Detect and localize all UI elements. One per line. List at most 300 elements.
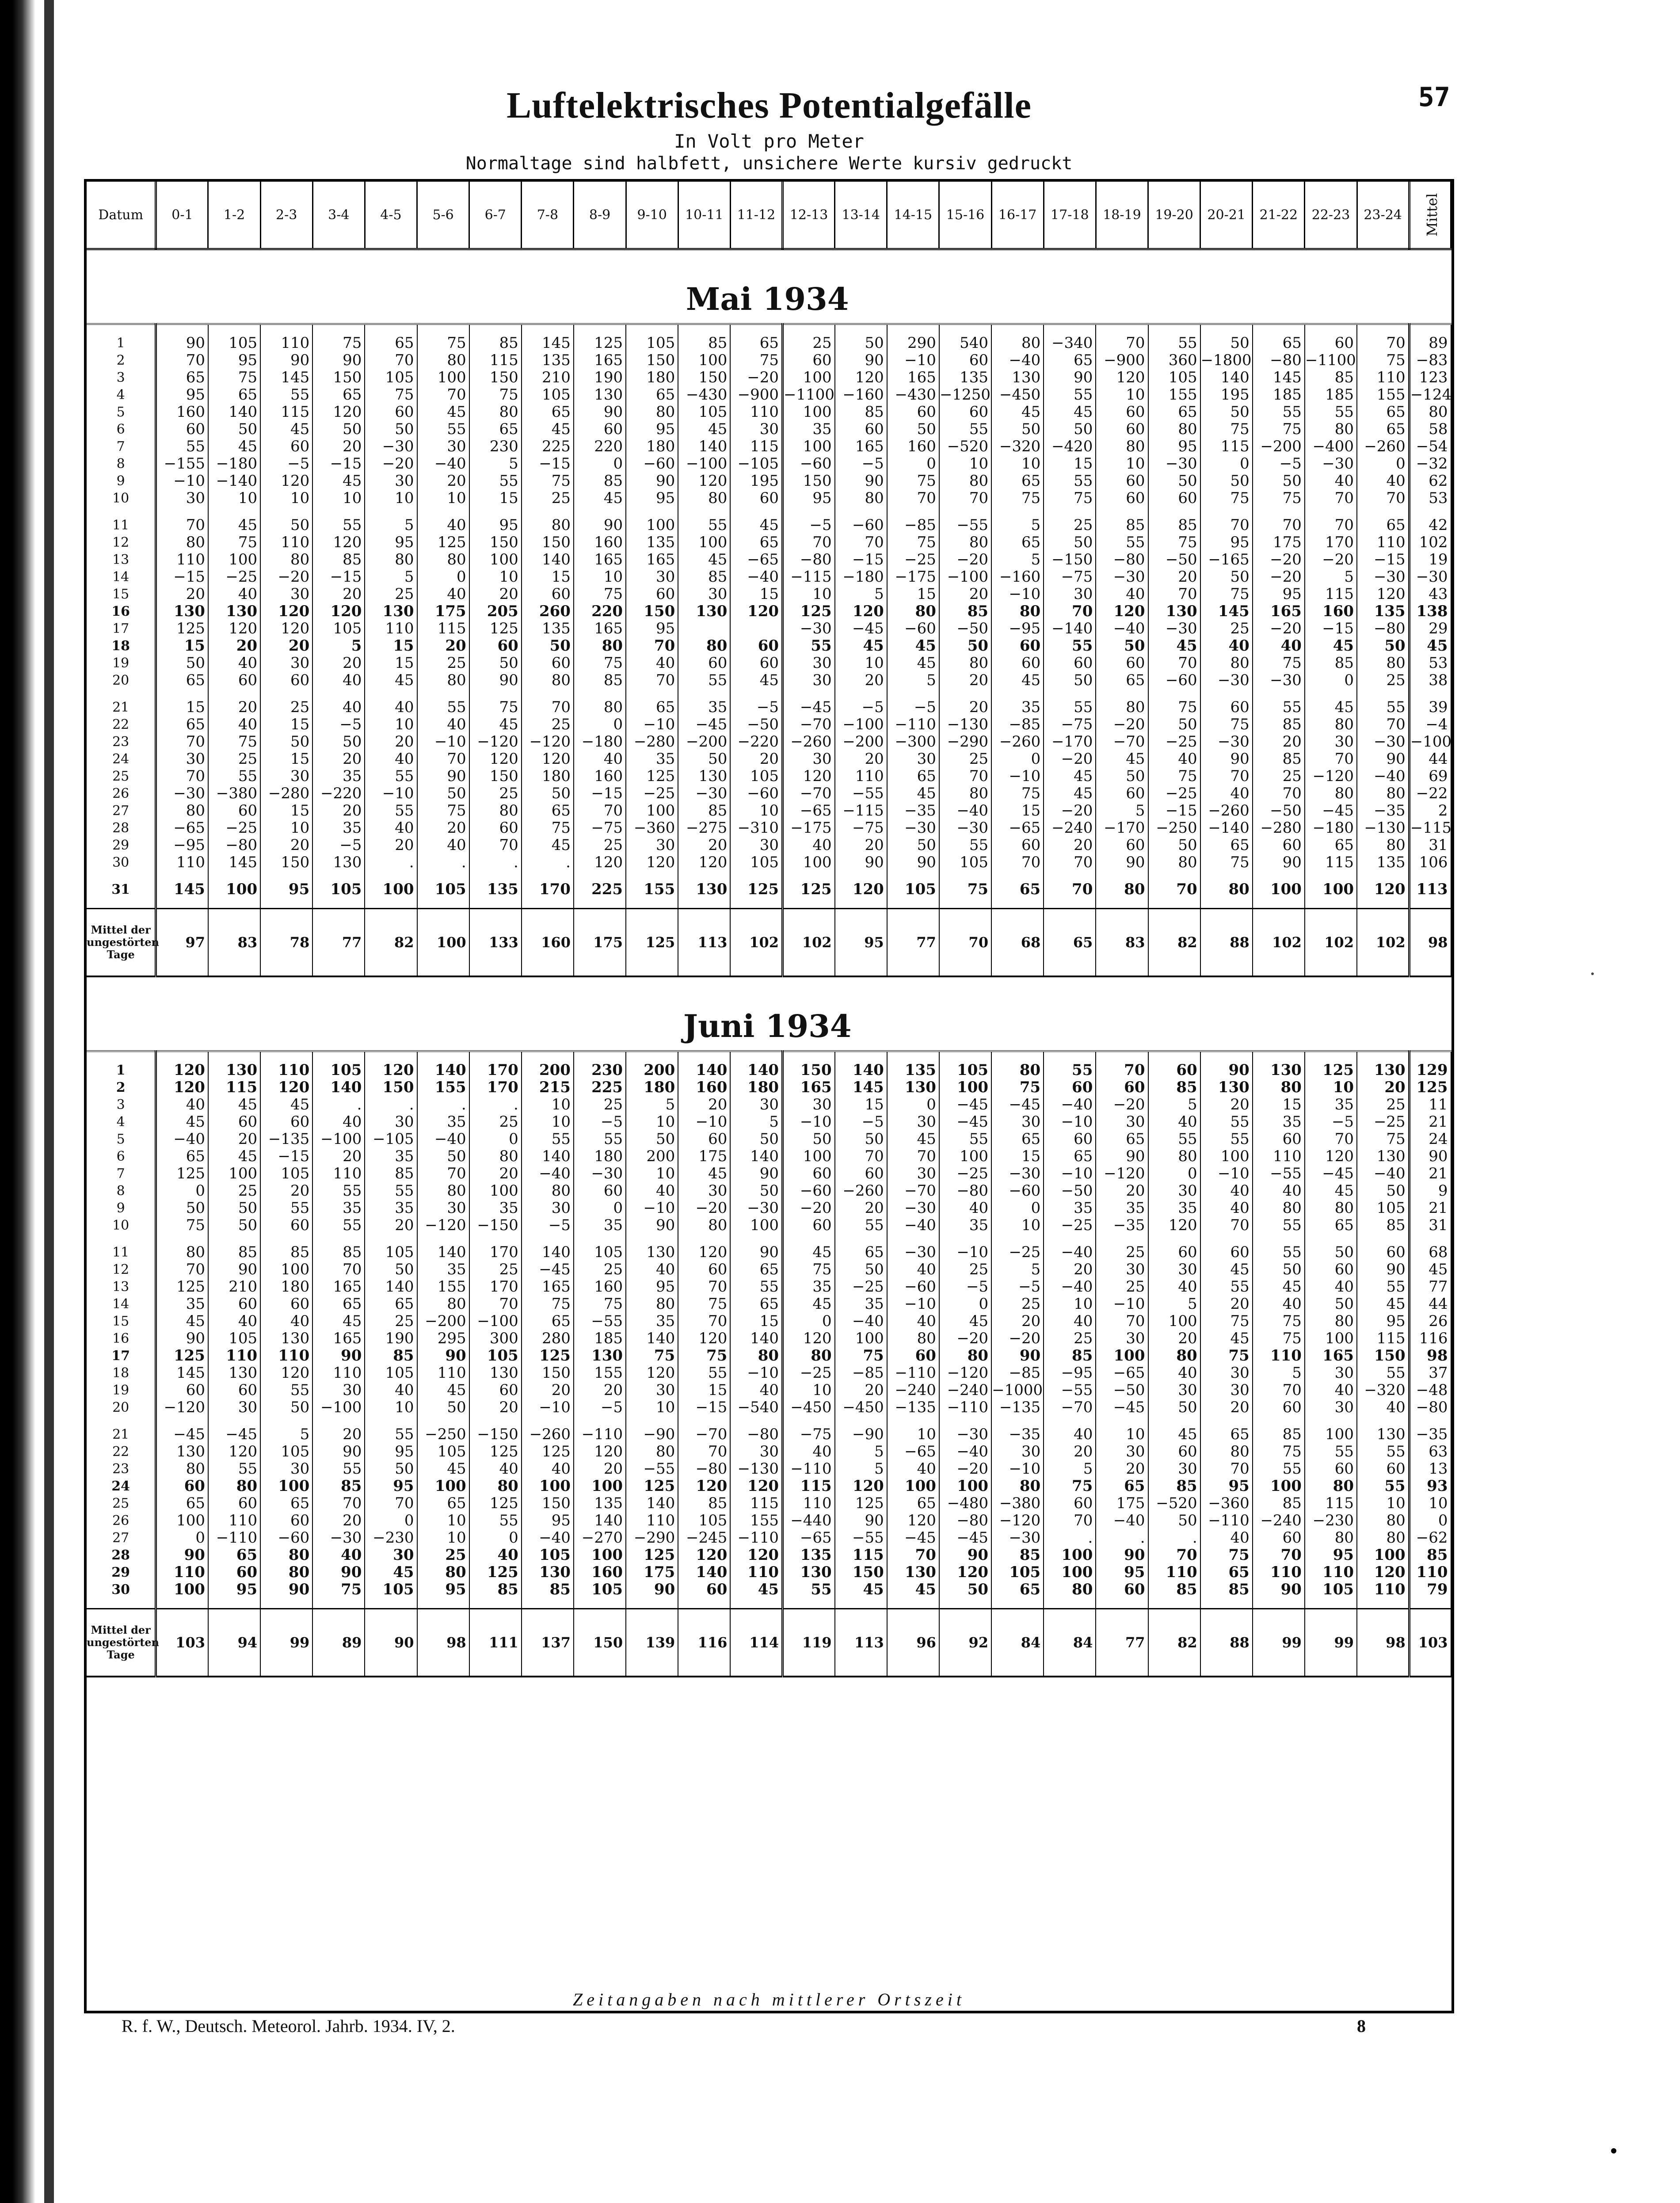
hourly-value-cell: 25 (574, 837, 626, 854)
hourly-value-cell: 80 (1305, 1200, 1357, 1217)
hourly-value-cell: −100 (835, 716, 887, 733)
hourly-value-cell: 80 (365, 551, 417, 568)
hourly-value-cell: −30 (574, 1165, 626, 1182)
hourly-value-cell: −260 (835, 1182, 887, 1200)
hourly-value-cell: 80 (417, 551, 469, 568)
column-header-hour: 11-12 (730, 182, 782, 249)
hourly-value-cell: 70 (156, 1261, 208, 1278)
hourly-value-cell: −5 (574, 1113, 626, 1131)
hourly-value-cell: 40 (1148, 1278, 1200, 1296)
hourly-value-cell: 90 (574, 517, 626, 534)
hourly-value-cell: 5 (1148, 1096, 1200, 1113)
column-header-hour: 3-4 (312, 182, 365, 249)
hourly-value-cell: 100 (939, 1079, 991, 1096)
hourly-value-cell: 75 (469, 386, 522, 404)
hourly-value-cell: −170 (1044, 733, 1096, 751)
hourly-value-cell: 50 (260, 517, 312, 534)
hourly-value-cell: 75 (887, 534, 939, 551)
hourly-value-cell: 90 (1253, 1581, 1305, 1598)
hourly-value-cell: 55 (365, 768, 417, 785)
hourly-value-cell: 25 (574, 1261, 626, 1278)
hourly-value-cell: 55 (260, 1382, 312, 1399)
hourly-value-cell: 55 (156, 438, 208, 455)
hourly-value-cell: 100 (1357, 1547, 1409, 1564)
hourly-value-cell: −30 (365, 438, 417, 455)
hourly-mean-cell: 111 (469, 1609, 522, 1677)
hourly-value-cell: 40 (1200, 1200, 1253, 1217)
hourly-value-cell: 75 (1148, 768, 1200, 785)
hourly-mean-cell: 92 (939, 1609, 991, 1677)
hourly-value-cell: −55 (574, 1313, 626, 1330)
daily-mean-cell: −48 (1409, 1382, 1451, 1399)
hourly-mean-cell: 99 (1253, 1609, 1305, 1677)
hourly-value-cell: 45 (469, 716, 522, 733)
hourly-value-cell: 45 (678, 421, 730, 438)
hourly-value-cell: 60 (1305, 1261, 1357, 1278)
hourly-value-cell: 230 (574, 1062, 626, 1079)
hourly-value-cell: 145 (156, 1364, 208, 1382)
hourly-value-cell: 150 (469, 768, 522, 785)
hourly-value-cell: 35 (312, 819, 365, 837)
hourly-value-cell: 70 (939, 768, 991, 785)
hourly-value-cell: 75 (522, 819, 574, 837)
hourly-value-cell: −25 (835, 1278, 887, 1296)
hourly-value-cell: 55 (312, 517, 365, 534)
day-cell: 24 (87, 751, 156, 768)
hourly-value-cell: 120 (835, 881, 887, 898)
hourly-value-cell: 10 (417, 490, 469, 507)
hourly-value-cell: 100 (1096, 1347, 1148, 1364)
hourly-value-cell: 60 (1200, 699, 1253, 716)
hourly-value-cell: 5 (365, 517, 417, 534)
hourly-value-cell: 165 (1305, 1347, 1357, 1364)
daily-mean-cell: 21 (1409, 1200, 1451, 1217)
hourly-value-cell: 85 (1200, 1581, 1253, 1598)
hourly-value-cell: 165 (783, 1079, 835, 1096)
hourly-value-cell: 60 (1148, 1244, 1200, 1261)
hourly-value-cell: 150 (835, 1564, 887, 1581)
hourly-value-cell: −320 (991, 438, 1044, 455)
hourly-value-cell: 70 (1253, 1547, 1305, 1564)
hourly-value-cell: 15 (156, 699, 208, 716)
hourly-value-cell: −200 (417, 1313, 469, 1330)
hourly-value-cell: −165 (1200, 551, 1253, 568)
data-table-frame (84, 179, 1454, 2013)
hourly-value-cell: 100 (574, 1547, 626, 1564)
hourly-value-cell: 150 (365, 1079, 417, 1096)
hourly-value-cell: 50 (1200, 568, 1253, 586)
hourly-mean-cell: 83 (208, 909, 260, 977)
hourly-value-cell: 140 (522, 1148, 574, 1165)
hourly-mean-cell: 160 (522, 909, 574, 977)
day-cell: 4 (87, 386, 156, 404)
hourly-value-cell: 15 (991, 802, 1044, 819)
hourly-value-cell: 70 (574, 802, 626, 819)
hourly-value-cell: 115 (417, 620, 469, 637)
hourly-value-cell: 45 (783, 1244, 835, 1261)
hourly-value-cell: −120 (939, 1364, 991, 1382)
day-cell: 15 (87, 1313, 156, 1330)
hourly-value-cell: 180 (626, 1079, 678, 1096)
day-cell: 6 (87, 421, 156, 438)
hourly-value-cell: −40 (939, 802, 991, 819)
hourly-value-cell: 45 (730, 517, 782, 534)
hourly-value-cell: 115 (1305, 586, 1357, 603)
hourly-value-cell: 75 (626, 1347, 678, 1364)
hourly-value-cell: 55 (469, 1512, 522, 1529)
day-cell: 18 (87, 1364, 156, 1382)
hourly-value-cell: 60 (678, 655, 730, 672)
hourly-value-cell: 60 (156, 421, 208, 438)
hourly-value-cell: 90 (1044, 369, 1096, 386)
hourly-value-cell: 100 (260, 1478, 312, 1495)
table-row (87, 1347, 1451, 1364)
hourly-value-cell: 15 (991, 1148, 1044, 1165)
daily-mean-cell: −35 (1409, 1426, 1451, 1443)
hourly-value-cell: 40 (469, 1460, 522, 1478)
hourly-value-cell: 20 (312, 802, 365, 819)
hourly-value-cell: 105 (365, 1364, 417, 1382)
hourly-value-cell: 70 (156, 733, 208, 751)
hourly-value-cell: −50 (939, 620, 991, 637)
hourly-value-cell: 130 (1148, 603, 1200, 620)
hourly-value-cell: 85 (1253, 1426, 1305, 1443)
hourly-value-cell: 90 (835, 473, 887, 490)
hourly-value-cell: 80 (730, 1347, 782, 1364)
hourly-value-cell: −380 (208, 785, 260, 802)
hourly-value-cell: 130 (1357, 1062, 1409, 1079)
hourly-value-cell: 90 (1357, 751, 1409, 768)
hourly-value-cell: 110 (208, 1347, 260, 1364)
hourly-value-cell: 90 (1096, 1148, 1148, 1165)
hourly-value-cell: 100 (626, 802, 678, 819)
hourly-value-cell: 110 (260, 1347, 312, 1364)
hourly-value-cell: 80 (887, 603, 939, 620)
hourly-value-cell: 140 (730, 1330, 782, 1347)
hourly-value-cell: 60 (991, 637, 1044, 655)
hourly-value-cell: 70 (887, 490, 939, 507)
hourly-value-cell: −70 (783, 785, 835, 802)
daily-mean-cell: 68 (1409, 1244, 1451, 1261)
hourly-value-cell: −20 (1253, 551, 1305, 568)
hourly-value-cell: 135 (522, 620, 574, 637)
hourly-value-cell: 20 (469, 1165, 522, 1182)
hourly-value-cell: −10 (522, 1399, 574, 1416)
hourly-value-cell: 105 (887, 881, 939, 898)
hourly-value-cell: 100 (887, 1478, 939, 1495)
hourly-value-cell: 125 (626, 768, 678, 785)
hourly-value-cell: 85 (1096, 517, 1148, 534)
hourly-value-cell: −30 (1305, 455, 1357, 473)
hourly-value-cell: −75 (574, 819, 626, 837)
hourly-value-cell: 60 (991, 837, 1044, 854)
hourly-value-cell: 5 (312, 637, 365, 655)
hourly-mean-cell: 137 (522, 1609, 574, 1677)
day-cell: 23 (87, 733, 156, 751)
hourly-value-cell: 70 (1357, 335, 1409, 352)
daily-mean-cell: 21 (1409, 1113, 1451, 1131)
hourly-value-cell: 50 (312, 421, 365, 438)
hourly-value-cell: 175 (1096, 1495, 1148, 1512)
hourly-value-cell: −20 (1096, 716, 1148, 733)
hourly-value-cell: 0 (1200, 455, 1253, 473)
daily-mean-cell: 24 (1409, 1131, 1451, 1148)
hourly-value-cell: 50 (312, 733, 365, 751)
hourly-value-cell: 90 (1096, 1547, 1148, 1564)
daily-mean-cell: 21 (1409, 1165, 1451, 1182)
hourly-value-cell: −140 (1044, 620, 1096, 637)
hourly-value-cell: −120 (991, 1512, 1044, 1529)
hourly-value-cell: 130 (678, 881, 730, 898)
hourly-value-cell: 125 (626, 1547, 678, 1564)
hourly-value-cell: 30 (730, 1443, 782, 1460)
hourly-value-cell: 80 (1096, 438, 1148, 455)
hourly-value-cell: 75 (835, 1347, 887, 1364)
daily-mean-cell: 129 (1409, 1062, 1451, 1079)
hourly-value-cell: 45 (1148, 1426, 1200, 1443)
hourly-value-cell: 45 (678, 551, 730, 568)
hourly-value-cell: 55 (783, 1581, 835, 1598)
daily-mean-cell: −22 (1409, 785, 1451, 802)
hourly-value-cell: 55 (417, 699, 469, 716)
hourly-value-cell: 200 (626, 1062, 678, 1079)
hourly-value-cell: 85 (678, 335, 730, 352)
hourly-value-cell: 30 (1096, 1113, 1148, 1131)
day-cell: 22 (87, 1443, 156, 1460)
hourly-value-cell: 70 (1305, 1131, 1357, 1148)
table-row (87, 1399, 1451, 1416)
hourly-value-cell: 55 (1305, 1443, 1357, 1460)
hourly-value-cell: −80 (1253, 352, 1305, 369)
hourly-value-cell: 10 (783, 586, 835, 603)
table-row (87, 1529, 1451, 1547)
hourly-value-cell: 40 (1148, 1113, 1200, 1131)
hourly-value-cell: 60 (156, 1478, 208, 1495)
hourly-value-cell: 75 (1253, 655, 1305, 672)
table-row (87, 369, 1451, 386)
hourly-value-cell: 30 (783, 751, 835, 768)
day-cell: 18 (87, 637, 156, 655)
hourly-value-cell: 75 (991, 1079, 1044, 1096)
hourly-value-cell: −45 (991, 1096, 1044, 1113)
hourly-value-cell: 70 (626, 672, 678, 689)
hourly-value-cell: 40 (1148, 751, 1200, 768)
hourly-value-cell: 130 (991, 369, 1044, 386)
hourly-value-cell: 25 (783, 335, 835, 352)
hourly-value-cell: −300 (887, 733, 939, 751)
hourly-value-cell: −170 (1096, 819, 1148, 837)
hourly-mean-cell: 82 (1148, 1609, 1200, 1677)
hourly-value-cell: 75 (208, 534, 260, 551)
column-header-hour: 7-8 (522, 182, 574, 249)
hourly-value-cell: 180 (522, 768, 574, 785)
hourly-value-cell: 215 (522, 1079, 574, 1096)
hourly-value-cell: −270 (574, 1529, 626, 1547)
hourly-value-cell: 105 (312, 881, 365, 898)
hourly-value-cell: 45 (522, 421, 574, 438)
column-header-hour: 1-2 (208, 182, 260, 249)
hourly-value-cell: −95 (1044, 1364, 1096, 1382)
hourly-value-cell: −360 (626, 819, 678, 837)
hourly-value-cell: 125 (522, 1347, 574, 1364)
hourly-value-cell: 90 (835, 1512, 887, 1529)
hourly-value-cell: −110 (208, 1529, 260, 1547)
hourly-value-cell: 55 (574, 1131, 626, 1148)
hourly-mean-cell: 119 (783, 1609, 835, 1677)
hourly-value-cell: 115 (260, 404, 312, 421)
hourly-value-cell: −40 (1096, 620, 1148, 637)
hourly-value-cell: −150 (1044, 551, 1096, 568)
hourly-value-cell: −120 (156, 1399, 208, 1416)
hourly-value-cell: −30 (1148, 455, 1200, 473)
hourly-value-cell: 45 (260, 421, 312, 438)
hourly-value-cell: 30 (678, 1182, 730, 1200)
day-cell: 21 (87, 1426, 156, 1443)
hourly-value-cell: 60 (522, 586, 574, 603)
hourly-value-cell: −10 (1096, 1296, 1148, 1313)
hourly-value-cell: 55 (469, 473, 522, 490)
hourly-value-cell: −70 (1096, 733, 1148, 751)
hourly-value-cell: −105 (365, 1131, 417, 1148)
hourly-value-cell: 40 (312, 1547, 365, 1564)
hourly-value-cell: 115 (1305, 1495, 1357, 1512)
hourly-value-cell: 65 (887, 768, 939, 785)
hourly-value-cell: 70 (1044, 1512, 1096, 1529)
hourly-value-cell: 80 (1357, 785, 1409, 802)
row-spacer (87, 898, 1451, 909)
hourly-value-cell: −160 (835, 386, 887, 404)
daily-mean-cell: 110 (1409, 1564, 1451, 1581)
hourly-value-cell: 60 (1253, 837, 1305, 854)
hourly-value-cell: 50 (417, 785, 469, 802)
hourly-value-cell: −50 (1253, 802, 1305, 819)
hourly-value-cell: 40 (626, 655, 678, 672)
hourly-value-cell: 120 (835, 369, 887, 386)
hourly-value-cell: 150 (260, 854, 312, 871)
hourly-value-cell: −380 (991, 1495, 1044, 1512)
hourly-value-cell: −30 (1096, 568, 1148, 586)
hourly-value-cell: −40 (522, 1165, 574, 1182)
hourly-value-cell: 210 (208, 1278, 260, 1296)
hourly-value-cell: 50 (991, 421, 1044, 438)
table-row (87, 386, 1451, 404)
day-cell: 12 (87, 534, 156, 551)
hourly-value-cell: −120 (522, 733, 574, 751)
hourly-value-cell: 45 (887, 785, 939, 802)
mittel-row (87, 1609, 1451, 1677)
hourly-value-cell: −85 (835, 1364, 887, 1382)
hourly-value-cell: −10 (730, 1364, 782, 1382)
table-row (87, 586, 1451, 603)
hourly-value-cell: 155 (417, 1079, 469, 1096)
hourly-value-cell: 120 (156, 1079, 208, 1096)
hourly-value-cell: 100 (783, 438, 835, 455)
day-cell: 8 (87, 455, 156, 473)
hourly-value-cell: −520 (1148, 1495, 1200, 1512)
hourly-value-cell: 25 (469, 1261, 522, 1278)
hourly-value-cell: 15 (260, 716, 312, 733)
hourly-value-cell: 40 (312, 1113, 365, 1131)
hourly-value-cell: 20 (260, 1182, 312, 1200)
hourly-value-cell: −280 (626, 733, 678, 751)
hourly-value-cell: 165 (835, 438, 887, 455)
hourly-value-cell: 55 (1357, 699, 1409, 716)
hourly-value-cell: 125 (574, 335, 626, 352)
hourly-value-cell: 30 (1096, 1261, 1148, 1278)
hourly-value-cell: 40 (1200, 1529, 1253, 1547)
hourly-value-cell: 145 (1200, 603, 1253, 620)
hourly-value-cell: 0 (991, 751, 1044, 768)
day-cell: 30 (87, 854, 156, 871)
hourly-value-cell: 60 (1096, 837, 1148, 854)
table-row (87, 620, 1451, 637)
hourly-value-cell: 65 (1200, 1564, 1253, 1581)
table-row (87, 1547, 1451, 1564)
hourly-value-cell: 35 (156, 1296, 208, 1313)
hourly-value-cell: 105 (208, 1330, 260, 1347)
hourly-value-cell: 40 (783, 837, 835, 854)
hourly-value-cell: 50 (887, 421, 939, 438)
hourly-value-cell: 25 (939, 751, 991, 768)
day-cell: 7 (87, 1165, 156, 1182)
hourly-value-cell: 120 (678, 1478, 730, 1495)
hourly-value-cell: 50 (1044, 421, 1096, 438)
hourly-value-cell: −250 (1148, 819, 1200, 837)
hourly-value-cell: −45 (783, 699, 835, 716)
hourly-value-cell: −230 (1305, 1512, 1357, 1529)
hourly-mean-cell: 97 (156, 909, 208, 977)
daily-mean-cell: 13 (1409, 1460, 1451, 1478)
hourly-value-cell: 65 (626, 699, 678, 716)
hourly-value-cell: −10 (887, 352, 939, 369)
hourly-value-cell: −65 (1096, 1364, 1148, 1382)
hourly-value-cell: 95 (208, 1581, 260, 1598)
hourly-value-cell: 65 (1096, 672, 1148, 689)
hourly-value-cell: 60 (574, 421, 626, 438)
hourly-value-cell: 45 (730, 1581, 782, 1598)
hourly-value-cell: 45 (887, 637, 939, 655)
table-row (87, 1148, 1451, 1165)
hourly-value-cell: −80 (783, 551, 835, 568)
hourly-value-cell: 110 (1148, 1564, 1200, 1581)
hourly-value-cell: 50 (260, 733, 312, 751)
hourly-value-cell: 55 (1044, 473, 1096, 490)
hourly-value-cell: 50 (1357, 1182, 1409, 1200)
hourly-value-cell: 60 (678, 1581, 730, 1598)
daily-mean-cell: 123 (1409, 369, 1451, 386)
hourly-value-cell: 65 (156, 716, 208, 733)
daily-mean-cell: 125 (1409, 1079, 1451, 1096)
hourly-value-cell: −5 (887, 699, 939, 716)
hourly-value-cell: 105 (574, 1244, 626, 1261)
hourly-value-cell: 10 (417, 1529, 469, 1547)
hourly-value-cell: 90 (730, 1244, 782, 1261)
hourly-value-cell: 55 (365, 1426, 417, 1443)
hourly-value-cell: 120 (887, 1512, 939, 1529)
hourly-value-cell: 45 (260, 1096, 312, 1113)
hourly-value-cell: 20 (835, 1382, 887, 1399)
hourly-value-cell: −25 (626, 785, 678, 802)
hourly-value-cell: 20 (312, 438, 365, 455)
hourly-value-cell: 15 (156, 637, 208, 655)
hourly-value-cell: 90 (1096, 854, 1148, 871)
hourly-value-cell: 95 (1096, 1564, 1148, 1581)
hourly-value-cell: 85 (939, 603, 991, 620)
hourly-value-cell: −10 (783, 1113, 835, 1131)
day-cell: 26 (87, 1512, 156, 1529)
day-cell: 25 (87, 768, 156, 785)
hourly-value-cell: 80 (1148, 1148, 1200, 1165)
